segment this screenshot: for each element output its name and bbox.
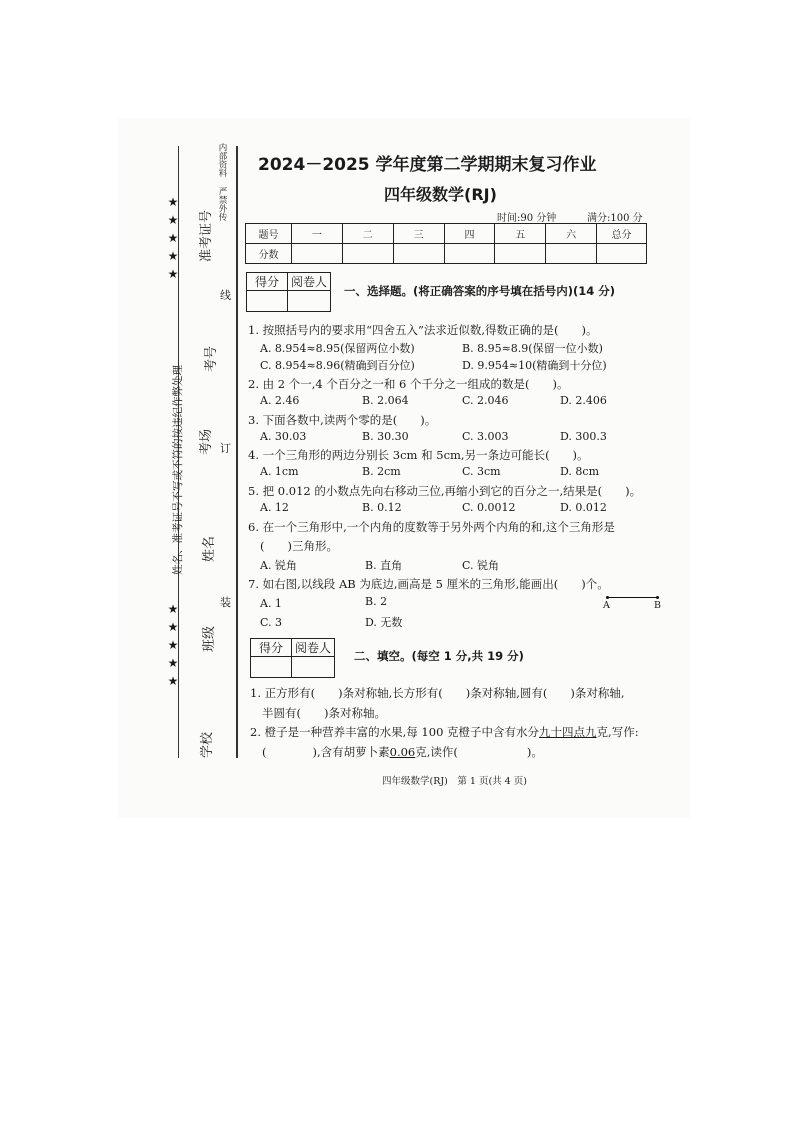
exam-id-label: 准考证号	[199, 209, 214, 262]
q4-stem: 4. 一个三角形的两边分别长 3cm 和 5cm,另一条边可能长( )。	[248, 448, 589, 462]
grader-name-label: 阅卷人	[288, 273, 331, 291]
q7-option-c: C. 3	[260, 616, 283, 629]
score-header-cell: 一	[291, 224, 342, 244]
score-header-cell: 四	[444, 224, 495, 244]
q6-option-c: C. 锐角	[462, 559, 500, 572]
q4-option-c: C. 3cm	[462, 465, 501, 478]
grader-name-cell[interactable]	[288, 291, 331, 312]
q7-option-d: D. 无数	[365, 616, 403, 629]
point-a-label: A	[603, 600, 610, 611]
q5-option-c: C. 0.0012	[462, 501, 516, 514]
grader-name-label: 阅卷人	[292, 639, 335, 657]
q4-option-d: D. 8cm	[560, 465, 600, 478]
score-header-cell: 总分	[597, 224, 647, 244]
segment-ab-line	[607, 597, 658, 598]
grader-name-cell[interactable]	[292, 657, 335, 678]
point-a	[606, 596, 609, 599]
q1-option-d: D. 9.954≈10(精确到十分位)	[462, 359, 607, 372]
q2-option-a: A. 2.46	[260, 394, 300, 407]
binding-line	[236, 146, 238, 758]
s2-q1-line1: 1. 正方形有( )条对称轴,长方形有( )条对称轴,圆有( )条对称轴,	[250, 686, 625, 700]
q2-option-d: D. 2.406	[560, 394, 607, 407]
s2-q2-line2-pre: ( ),含有胡萝卜素	[262, 745, 390, 759]
q3-option-c: C. 3.003	[462, 430, 509, 443]
s2-q2-underlined-decimal: 0.06	[389, 745, 416, 759]
s2-q2-line2-post: 克,读作( )。	[415, 745, 543, 759]
q3-option-d: D. 300.3	[560, 430, 607, 443]
q2-stem: 2. 由 2 个一,4 个百分之一和 6 个千分之一组成的数是( )。	[248, 377, 569, 391]
full-score: 满分:100 分	[587, 213, 643, 224]
score-row-label: 分数	[246, 244, 292, 264]
q5-option-d: D. 0.012	[560, 501, 607, 514]
grader-score-cell[interactable]	[247, 291, 288, 312]
grader-box-2	[250, 638, 335, 678]
name-label: 姓名	[202, 535, 217, 562]
grader-score-label: 得分	[251, 639, 292, 657]
s2-q2-underlined-words: 九十四点九	[539, 725, 597, 739]
exam-title: 2024－2025 学年度第二学期期末复习作业	[258, 155, 597, 175]
q1-option-c: C. 8.954≈8.96(精确到百分位)	[260, 359, 415, 372]
room-label: 考场	[199, 428, 214, 455]
q7-option-b: B. 2	[365, 595, 388, 608]
q3-stem: 3. 下面各数中,读两个零的是( )。	[248, 413, 437, 427]
q4-option-a: A. 1cm	[260, 465, 299, 478]
score-table-score-row	[246, 244, 647, 264]
score-input-cell[interactable]	[597, 244, 647, 264]
q7-stem: 7. 如右图,以线段 AB 为底边,画高是 5 厘米的三角形,能画出( )个。	[248, 577, 609, 591]
score-input-cell[interactable]	[393, 244, 444, 264]
score-header-cell: 三	[393, 224, 444, 244]
q6-option-a: A. 锐角	[260, 559, 297, 572]
q6-stem-continued: ( )三角形。	[260, 539, 338, 553]
stars-top: ★★★★★	[166, 195, 180, 285]
school-label: 学校	[200, 731, 215, 758]
q4-option-b: B. 2cm	[362, 465, 401, 478]
q1-option-a: A. 8.954≈8.95(保留两位小数)	[260, 342, 415, 355]
q7-option-a: A. 1	[260, 597, 282, 610]
q5-stem: 5. 把 0.012 的小数点先向右移动三位,再缩小到它的百分之一,结果是( )。	[248, 484, 642, 498]
binding-mark-zhuang: 装	[220, 596, 231, 609]
exam-subtitle: 四年级数学(RJ)	[384, 185, 497, 204]
binding-mark-ding: 订	[220, 442, 231, 455]
stars-bottom: ★★★★★	[166, 602, 180, 692]
side-note: 内部资料 严禁外传	[217, 143, 227, 221]
point-b	[656, 596, 659, 599]
s2-q2-line2	[262, 744, 543, 760]
s2-q1-line2: 半圆有( )条对称轴。	[262, 706, 386, 720]
q1-stem: 1. 按照括号内的要求用“四舍五入”法求近似数,得数正确的是( )。	[248, 323, 598, 337]
time-limit: 时间:90 分钟	[497, 213, 557, 224]
q3-option-a: A. 30.03	[260, 430, 307, 443]
score-header-cell: 六	[546, 224, 597, 244]
q6-option-b: B. 直角	[365, 559, 403, 572]
class-label: 班级	[202, 625, 217, 652]
s2-q2-line1-post: 克,写作:	[596, 725, 639, 739]
score-table	[245, 223, 647, 264]
grader-score-label: 得分	[247, 273, 288, 291]
score-input-cell[interactable]	[291, 244, 342, 264]
score-header-cell: 题号	[246, 224, 292, 244]
page-footer: 四年级数学(RJ) 第 1 页(共 4 页)	[382, 776, 527, 787]
score-header-cell: 二	[342, 224, 393, 244]
score-input-cell[interactable]	[495, 244, 546, 264]
q5-option-a: A. 12	[260, 501, 289, 514]
point-b-label: B	[654, 600, 661, 611]
seal-notice: 姓名、准考证号不写或不符的按违纪作弊处理	[172, 365, 184, 575]
q2-option-c: C. 2.046	[462, 394, 509, 407]
score-input-cell[interactable]	[342, 244, 393, 264]
score-input-cell[interactable]	[546, 244, 597, 264]
score-table-header-row	[246, 224, 647, 244]
q1-option-b: B. 8.95≈8.9(保留一位小数)	[462, 342, 603, 355]
score-input-cell[interactable]	[444, 244, 495, 264]
s2-q2-line1	[250, 724, 639, 740]
section1-heading: 一、选择题。(将正确答案的序号填在括号内)(14 分)	[344, 284, 616, 298]
exam-no-label: 考号	[204, 345, 219, 372]
grader-score-cell[interactable]	[251, 657, 292, 678]
s2-q2-line1-pre: 2. 橙子是一种营养丰富的水果,每 100 克橙子中含有水分	[250, 725, 540, 739]
score-header-cell: 五	[495, 224, 546, 244]
binding-mark-xian: 线	[220, 289, 231, 302]
grader-box-1	[246, 272, 331, 312]
q6-stem: 6. 在一个三角形中,一个内角的度数等于另外两个内角的和,这个三角形是	[248, 520, 615, 534]
q5-option-b: B. 0.12	[362, 501, 402, 514]
q2-option-b: B. 2.064	[362, 394, 409, 407]
q3-option-b: B. 30.30	[362, 430, 409, 443]
section2-heading: 二、填空。(每空 1 分,共 19 分)	[354, 649, 524, 663]
